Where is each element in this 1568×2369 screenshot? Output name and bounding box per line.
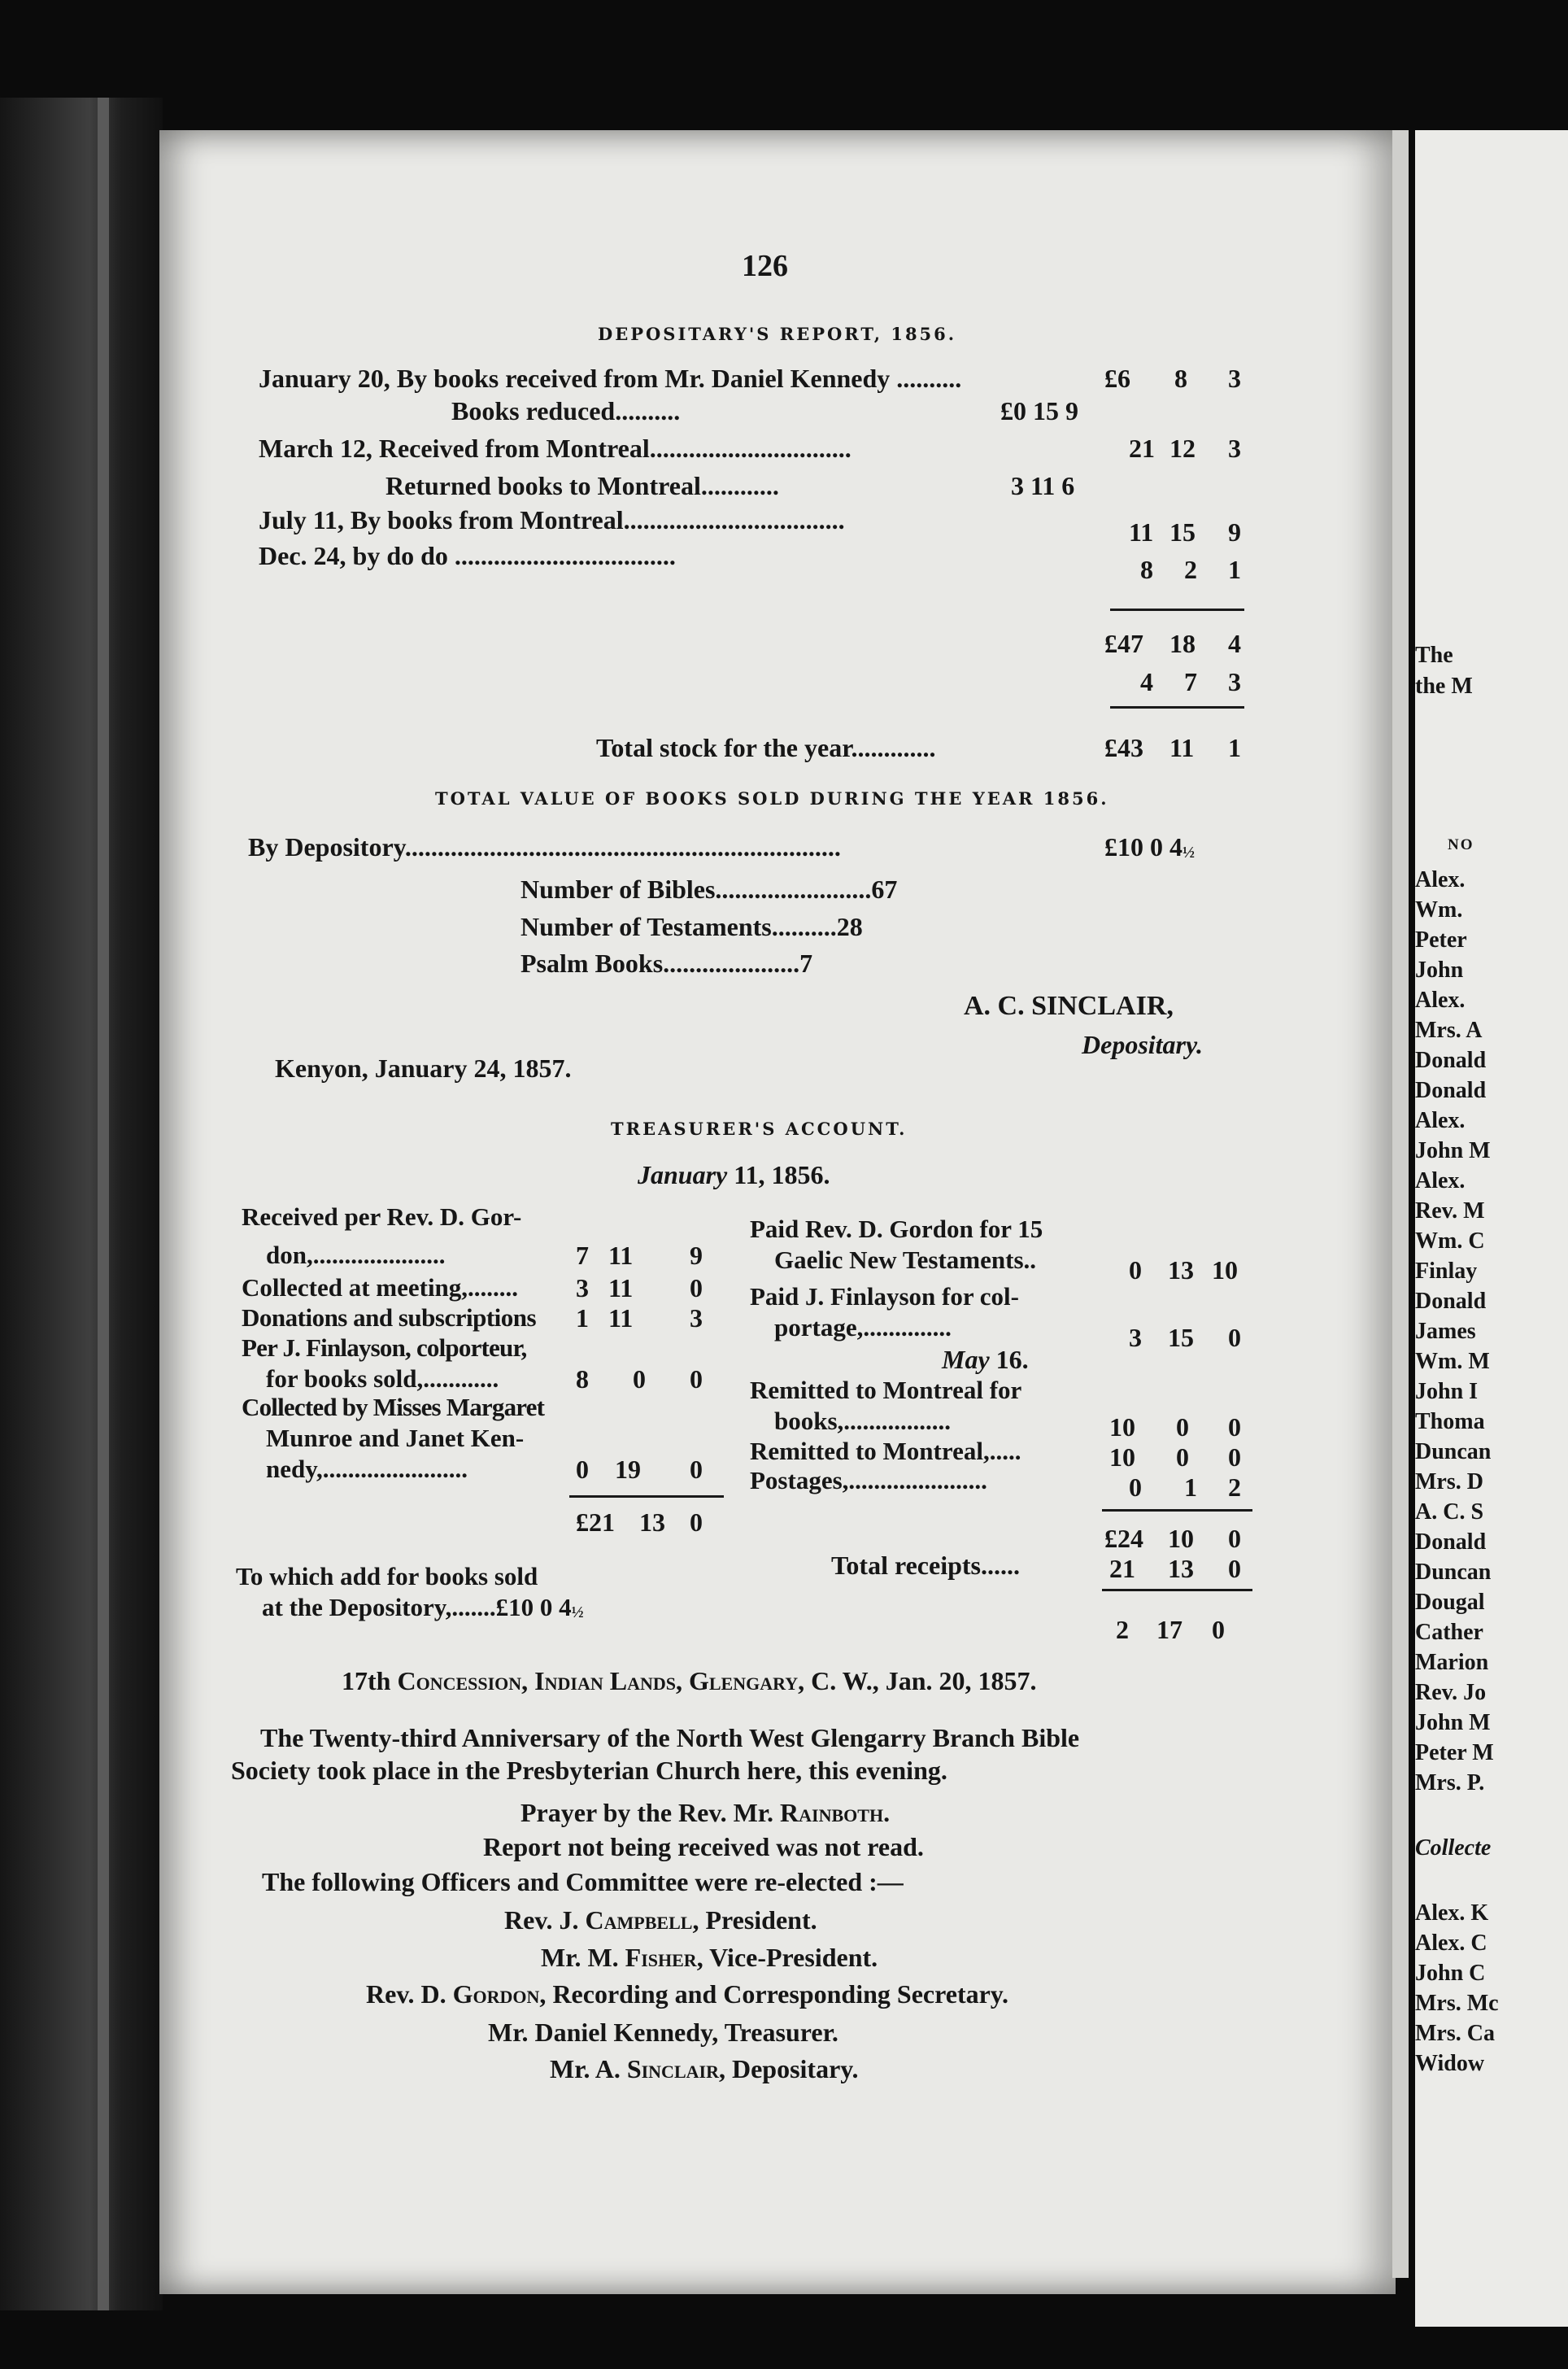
depositary-pounds: 21 <box>1129 434 1155 463</box>
may-date: May 16. <box>942 1345 1029 1374</box>
treasurer-date: January 11, 1856. <box>638 1160 830 1189</box>
signature-name: A. C. SINCLAIR, <box>964 991 1174 1021</box>
left-shillings: 11 <box>608 1241 634 1270</box>
left-pence: 3 <box>690 1303 703 1333</box>
balance-pounds: 2 <box>1116 1615 1129 1644</box>
postages: Postages,...................... <box>750 1466 987 1494</box>
depositary-pounds: 8 <box>1140 555 1153 584</box>
right-shillings: 15 <box>1168 1323 1194 1352</box>
depositary-subtotal-pence: 4 <box>1228 629 1241 658</box>
page-number: 126 <box>742 249 788 283</box>
np-line: John <box>1415 958 1464 983</box>
left-pence: 9 <box>690 1241 703 1270</box>
depositary-row: Books reduced.......... <box>451 396 681 425</box>
paid-finlayson: Paid J. Finlayson for col- <box>750 1282 1019 1311</box>
received-rev-gordon-cont: don,..................... <box>266 1241 446 1269</box>
depositary-heading: DEPOSITARY'S REPORT, 1856. <box>598 324 957 344</box>
add-books-sold: To which add for books sold <box>236 1562 538 1590</box>
np-line: The <box>1415 643 1453 668</box>
depositary-shillings: 8 <box>1174 364 1187 393</box>
remitted-montreal: Remitted to Montreal,..... <box>750 1437 1021 1465</box>
depositary-pence: 9 <box>1228 517 1241 547</box>
collected-by-misses-cont: Munroe and Janet Ken- <box>266 1424 525 1452</box>
left-pence: 0 <box>690 1364 703 1394</box>
depositary-total-pence: 1 <box>1228 733 1241 762</box>
left-shillings: 19 <box>615 1455 641 1484</box>
right-total-pence: 0 <box>1228 1524 1241 1553</box>
np-line: Thoma <box>1415 1409 1485 1434</box>
np-line: Mrs. P. <box>1415 1770 1485 1795</box>
bibles-row: Number of Bibles........................67 <box>520 875 898 904</box>
depositary-pounds: 11 <box>1129 517 1154 547</box>
np-line: John M <box>1415 1138 1491 1163</box>
balance-pence: 0 <box>1212 1615 1225 1644</box>
depositary-deduction-shillings: 7 <box>1184 667 1197 696</box>
page-gutter <box>1392 130 1409 2278</box>
np-line: Widow <box>1415 2051 1485 2076</box>
remitted-montreal-books: Remitted to Montreal for <box>750 1376 1022 1404</box>
depositary-total-shillings: 11 <box>1169 733 1195 762</box>
np-line: Peter <box>1415 927 1467 953</box>
sum-rule <box>1102 1509 1252 1512</box>
depositary-total-pounds: £43 <box>1104 733 1143 762</box>
place-date: Kenyon, January 24, 1857. <box>275 1054 572 1083</box>
testaments-row: Number of Testaments..........28 <box>520 912 863 941</box>
psalm-books-row: Psalm Books.....................7 <box>520 949 813 978</box>
receipts-pounds: 21 <box>1109 1554 1135 1583</box>
left-pounds: 1 <box>576 1303 589 1333</box>
depositary-row: March 12, Received from Montreal............................... <box>259 434 852 463</box>
np-line: Alex. <box>1415 1108 1466 1133</box>
meeting-para-1-cont: Society took place in the Presbyterian Church here, this evening. <box>231 1756 947 1785</box>
officer-depositary: Mr. A. Sinclair, Depositary. <box>550 2054 859 2083</box>
depositary-shillings: 15 <box>1169 517 1196 547</box>
book-spine <box>0 98 163 2310</box>
np-line: Rev. Jo <box>1415 1680 1487 1705</box>
depositary-deduction-pounds: 4 <box>1140 667 1153 696</box>
officer-vice-president: Mr. M. Fisher, Vice-President. <box>541 1943 878 1972</box>
np-line: Alex. <box>1415 1168 1466 1193</box>
remitted-montreal-books-cont: books,................. <box>774 1407 952 1435</box>
left-shillings: 0 <box>633 1364 646 1394</box>
right-pence: 10 <box>1212 1255 1238 1285</box>
receipts-pence: 0 <box>1228 1554 1241 1583</box>
right-pence: 0 <box>1228 1323 1241 1352</box>
officers-intro: The following Officers and Committee were re-elected :— <box>262 1867 904 1896</box>
right-shillings: 0 <box>1176 1442 1189 1472</box>
np-line: A. C. S <box>1415 1499 1484 1525</box>
adjacent-page <box>1415 130 1568 2327</box>
collected-at-meeting: Collected at meeting,........ <box>242 1273 519 1302</box>
depositary-mid-value: 3 11 6 <box>1011 471 1075 500</box>
np-line: Dougal <box>1415 1590 1485 1615</box>
np-line: Wm. C <box>1415 1228 1485 1254</box>
prayer-line: Prayer by the Rev. Mr. Rainboth. <box>520 1798 891 1827</box>
np-line: Marion <box>1415 1650 1489 1675</box>
np-line: Alex. <box>1415 988 1466 1013</box>
left-pence: 0 <box>690 1273 703 1302</box>
depositary-pence: 3 <box>1228 364 1241 393</box>
np-line: John I <box>1415 1379 1479 1404</box>
np-line: Mrs. Ca <box>1415 2021 1495 2046</box>
signature-title: Depositary. <box>1082 1030 1204 1059</box>
np-line: John M <box>1415 1710 1491 1735</box>
np-line: Alex. K <box>1415 1900 1489 1926</box>
collected-by-misses: Collected by Misses Margaret <box>242 1393 545 1421</box>
np-line: Rev. M <box>1415 1198 1485 1224</box>
right-pence: 0 <box>1228 1412 1241 1442</box>
np-line: Alex. C <box>1415 1931 1487 1956</box>
officer-treasurer: Mr. Daniel Kennedy, Treasurer. <box>488 2018 838 2047</box>
np-line: James <box>1415 1319 1476 1344</box>
right-pounds: 0 <box>1129 1472 1142 1502</box>
left-total-pence: 0 <box>690 1507 703 1537</box>
depositary-pence: 3 <box>1228 434 1241 463</box>
np-line: Mrs. A <box>1415 1018 1483 1043</box>
np-line: Collecte <box>1415 1835 1492 1861</box>
right-shillings: 1 <box>1184 1472 1197 1502</box>
left-pounds: 3 <box>576 1273 589 1302</box>
donations-subscriptions: Donations and subscriptions <box>242 1303 537 1332</box>
report-line: Report not being received was not read. <box>483 1832 924 1861</box>
sum-rule <box>569 1495 724 1498</box>
np-line: Donald <box>1415 1529 1487 1555</box>
np-line: Wm. <box>1415 897 1463 923</box>
depositary-deduction-pence: 3 <box>1228 667 1241 696</box>
left-pounds: 7 <box>576 1241 589 1270</box>
right-pence: 0 <box>1228 1442 1241 1472</box>
np-line: John C <box>1415 1961 1486 1986</box>
left-shillings: 11 <box>608 1303 634 1333</box>
depositary-total-label: Total stock for the year............. <box>596 733 936 762</box>
total-receipts: Total receipts...... <box>831 1551 1020 1580</box>
np-line: Peter M <box>1415 1740 1494 1765</box>
right-shillings: 13 <box>1168 1255 1194 1285</box>
np-line: Mrs. D <box>1415 1469 1483 1494</box>
received-rev-gordon: Received per Rev. D. Gor- <box>242 1202 522 1231</box>
depositary-row: Returned books to Montreal............ <box>385 471 779 500</box>
sum-rule <box>1110 609 1244 611</box>
right-pounds: 3 <box>1129 1323 1142 1352</box>
right-pounds: 10 <box>1109 1412 1135 1442</box>
np-line: NO <box>1448 836 1474 853</box>
depositary-shillings: 2 <box>1184 555 1197 584</box>
right-total-shillings: 10 <box>1168 1524 1194 1553</box>
right-shillings: 0 <box>1176 1412 1189 1442</box>
depositary-row: January 20, By books received from Mr. Daniel Kennedy .......... <box>259 364 962 393</box>
officer-secretary: Rev. D. Gordon, Recording and Corresponding Secretary. <box>366 1979 1009 2009</box>
np-line: Cather <box>1415 1620 1483 1645</box>
by-depository-row: By Depository................................................................... <box>248 832 841 862</box>
by-depository-value: £10 0 4½ <box>1104 832 1195 862</box>
left-shillings: 11 <box>608 1273 634 1302</box>
paid-finlayson-cont: portage,.............. <box>774 1313 952 1342</box>
np-line: Wm. M <box>1415 1349 1490 1374</box>
np-line: Alex. <box>1415 867 1466 892</box>
right-pounds: 10 <box>1109 1442 1135 1472</box>
left-total-shillings: 13 <box>639 1507 665 1537</box>
np-line: Donald <box>1415 1048 1487 1073</box>
balance-shillings: 17 <box>1156 1615 1183 1644</box>
officer-president: Rev. J. Campbell, President. <box>504 1905 817 1935</box>
np-line: Finlay <box>1415 1259 1478 1284</box>
right-pence: 2 <box>1228 1472 1241 1502</box>
finlayson-colporteur: Per J. Finlayson, colporteur, <box>242 1333 527 1362</box>
depositary-pence: 1 <box>1228 555 1241 584</box>
np-line: Mrs. Mc <box>1415 1991 1499 2016</box>
add-books-sold-cont: at the Depository,.......£10 0 4½ <box>262 1593 584 1621</box>
sum-rule <box>1102 1589 1252 1591</box>
right-total-pounds: £24 <box>1104 1524 1143 1553</box>
right-pounds: 0 <box>1129 1255 1142 1285</box>
finlayson-colporteur-cont: for books sold,............ <box>266 1364 499 1393</box>
paid-gordon: Paid Rev. D. Gordon for 15 <box>750 1215 1043 1243</box>
depositary-row: July 11, By books from Montreal.................................. <box>259 505 845 534</box>
sold-heading: TOTAL VALUE OF BOOKS SOLD DURING THE YEAR 1856. <box>435 788 1109 809</box>
receipts-shillings: 13 <box>1168 1554 1194 1583</box>
depositary-pounds: £6 <box>1104 364 1130 393</box>
np-line: Duncan <box>1415 1439 1492 1464</box>
depositary-shillings: 12 <box>1169 434 1196 463</box>
collected-by-misses-cont: nedy,....................... <box>266 1455 468 1483</box>
left-total-pounds: £21 <box>576 1507 615 1537</box>
treasurer-heading: TREASURER'S ACCOUNT. <box>611 1119 908 1139</box>
left-pounds: 8 <box>576 1364 589 1394</box>
depositary-row: Dec. 24, by do do .................................. <box>259 541 676 570</box>
meeting-dateline: 17th Concession, Indian Lands, Glengary, C. W., Jan. 20, 1857. <box>342 1666 1037 1695</box>
depositary-mid-value: £0 15 9 <box>1000 396 1078 425</box>
depositary-subtotal-shillings: 18 <box>1169 629 1196 658</box>
np-line: Donald <box>1415 1289 1487 1314</box>
depositary-subtotal-pounds: £47 <box>1104 629 1143 658</box>
left-pounds: 0 <box>576 1455 589 1484</box>
sum-rule <box>1110 706 1244 709</box>
meeting-para-1: The Twenty-third Anniversary of the North West Glengarry Branch Bible <box>260 1723 1080 1752</box>
left-pence: 0 <box>690 1455 703 1484</box>
paid-gordon-cont: Gaelic New Testaments.. <box>774 1246 1037 1274</box>
np-line: Duncan <box>1415 1560 1492 1585</box>
np-line: Donald <box>1415 1078 1487 1103</box>
np-line: the M <box>1415 674 1473 699</box>
